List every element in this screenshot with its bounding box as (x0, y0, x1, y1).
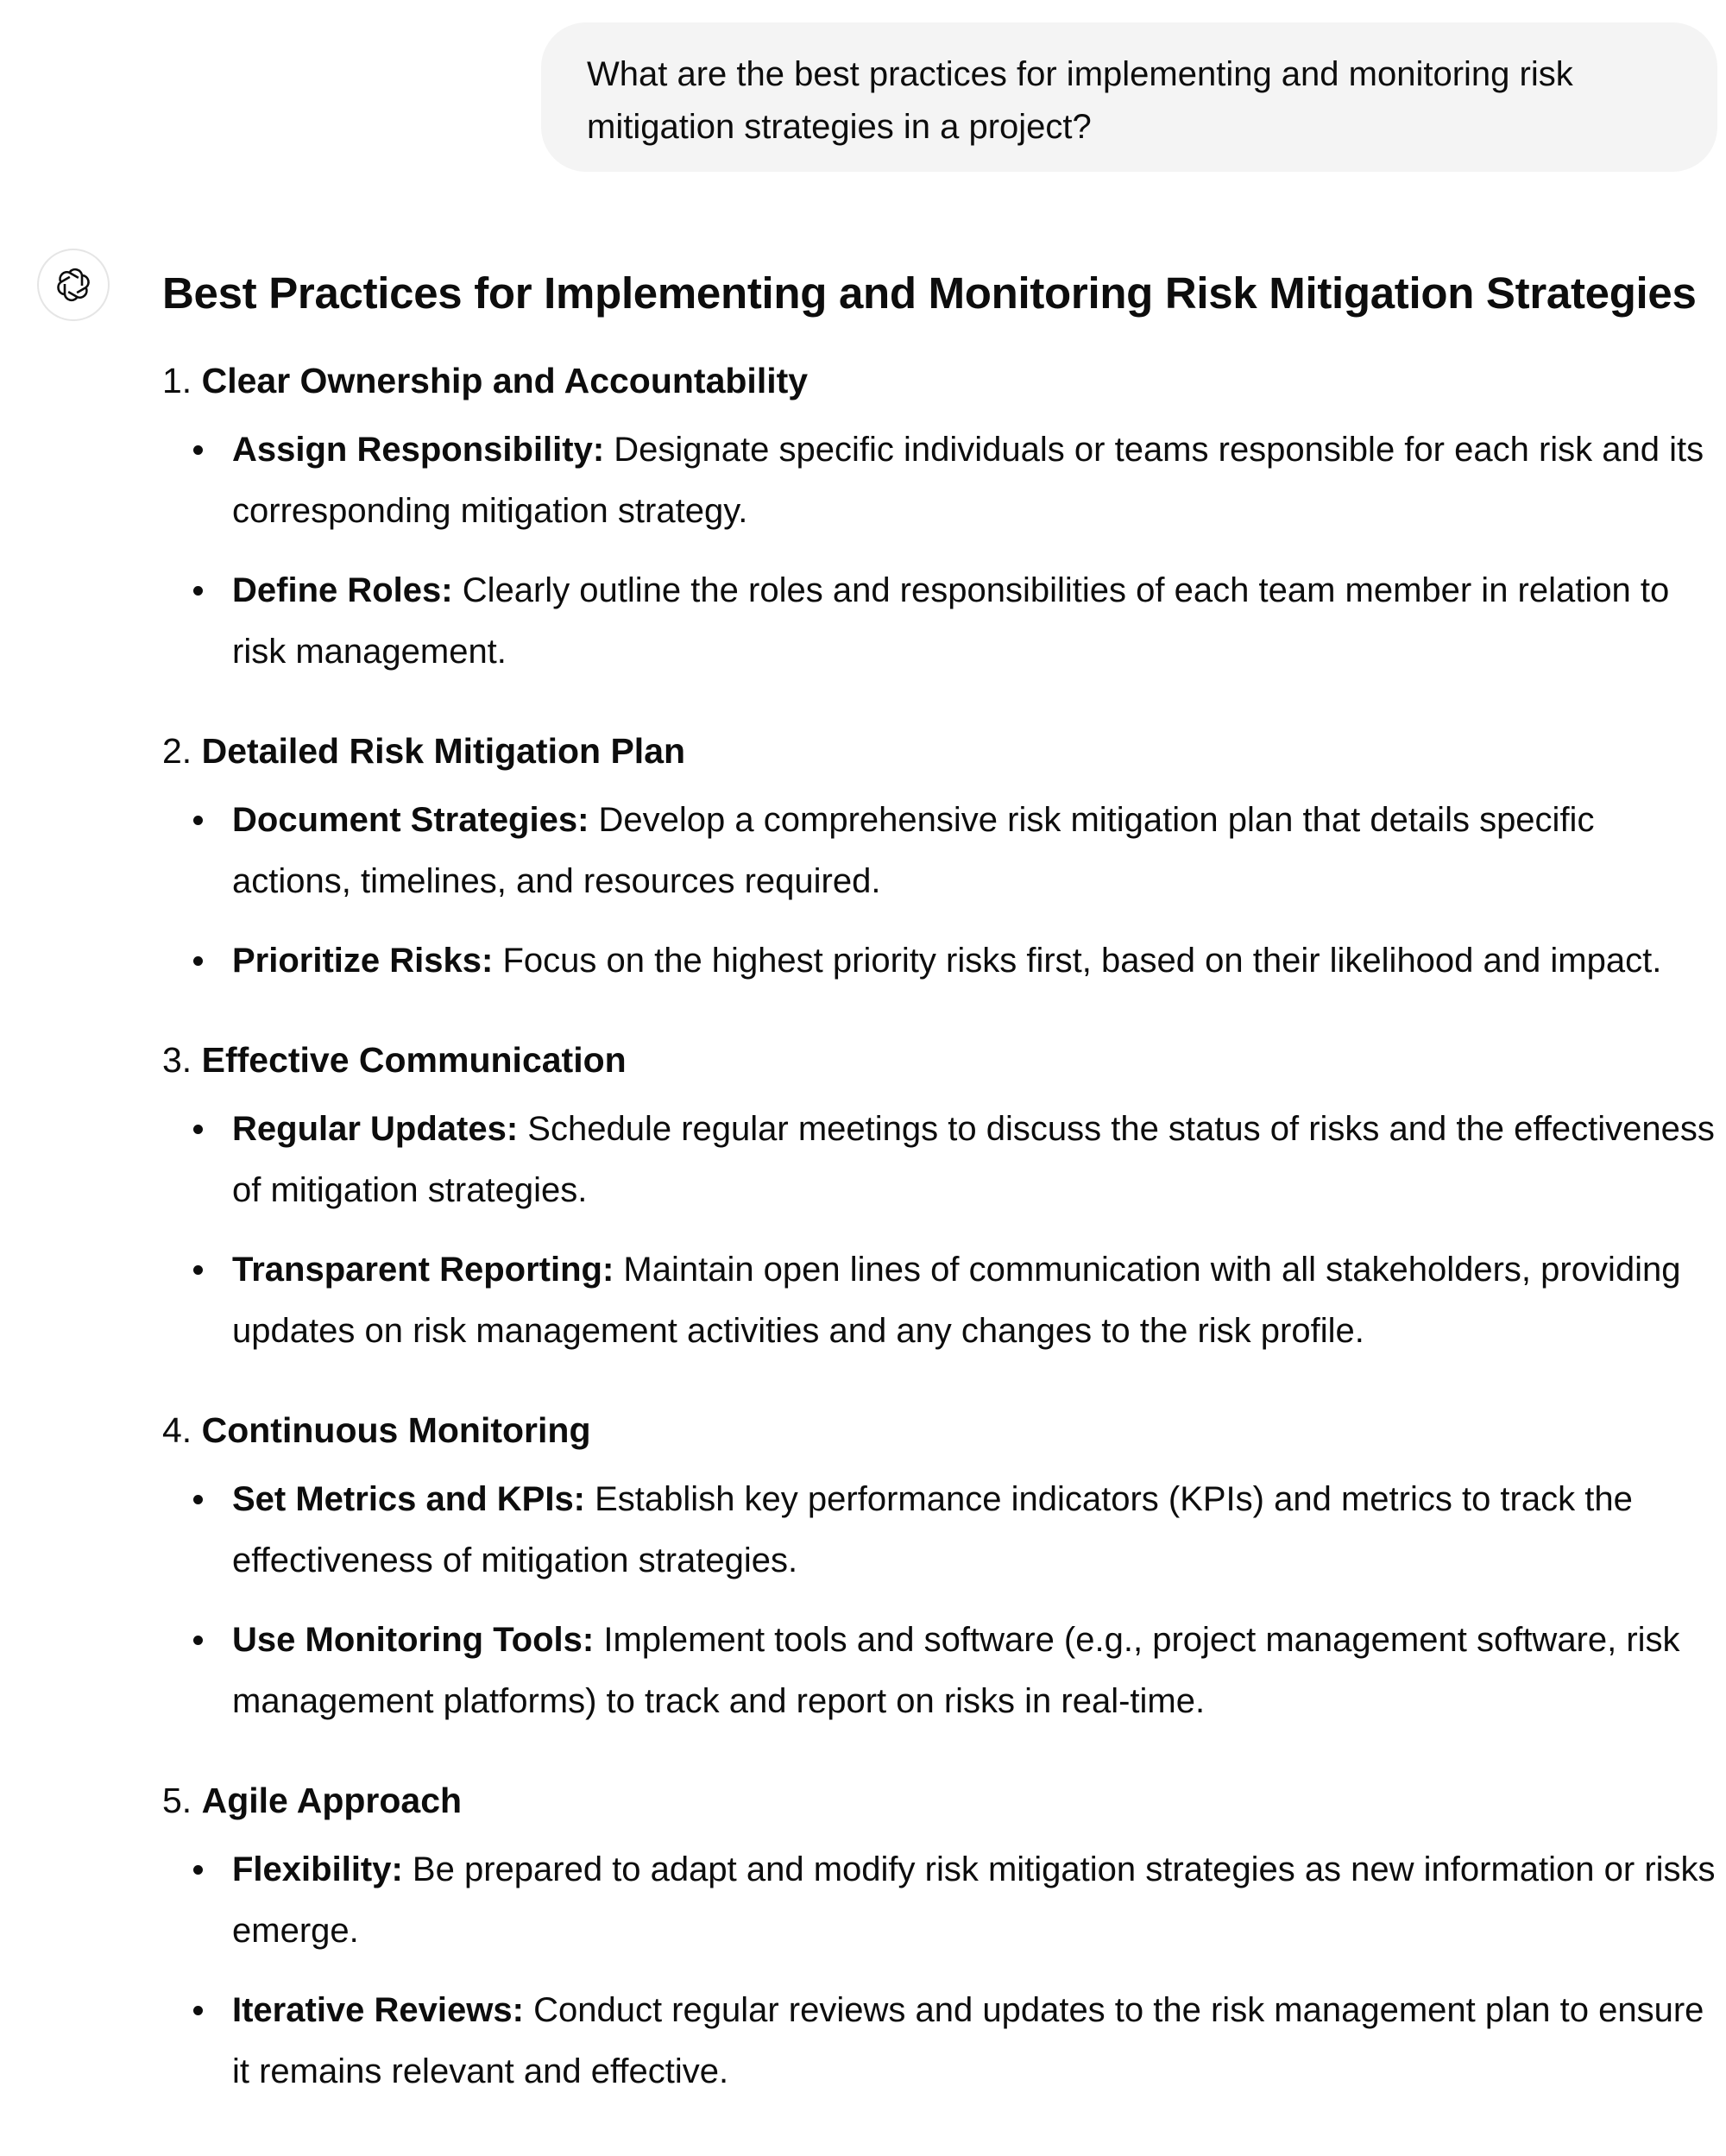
bullet-label: Flexibility: (232, 1850, 403, 1888)
bullet-text: Develop a comprehensive risk mitigation plan that details specific actions, timelines, and resources required. (232, 801, 1595, 900)
bullet-text: Focus on the highest priority risks first, based on their likelihood and impact. (493, 942, 1662, 980)
bullet-list (162, 1469, 1716, 1732)
bullet-label: Transparent Reporting: (232, 1251, 614, 1289)
bullet-text: Schedule regular meetings to discuss the status of risks and the effectiveness of mitigation strategies. (232, 1110, 1715, 1209)
bullet-label: Assign Responsibility: (232, 431, 605, 469)
user-message-bubble (541, 22, 1717, 172)
response-sections (162, 350, 1716, 2102)
list-item (232, 1610, 1716, 1732)
list-item (232, 1099, 1716, 1221)
bullet-text: Be prepared to adapt and modify risk mitigation strategies as new information or risks emerge. (232, 1850, 1716, 1950)
section-heading (162, 1030, 1716, 1090)
section-heading-text: Effective Communication (201, 1040, 627, 1080)
section-heading-text: Detailed Risk Mitigation Plan (201, 731, 686, 771)
openai-logo-icon (53, 264, 94, 306)
response-section (162, 1770, 1716, 2102)
response-section (162, 1400, 1716, 1732)
bullet-text: Designate specific individuals or teams responsible for each risk and its corresponding mitigation strategy. (232, 431, 1704, 530)
assistant-avatar (37, 249, 110, 321)
section-number: 1. (162, 361, 192, 400)
bullet-text: Establish key performance indicators (KPIs) and metrics to track the effectiveness of mitigation strategies. (232, 1480, 1633, 1579)
list-item (232, 1839, 1716, 1962)
section-heading-text: Clear Ownership and Accountability (201, 361, 809, 400)
bullet-list (162, 419, 1716, 683)
list-item (232, 930, 1716, 992)
bullet-label: Regular Updates: (232, 1110, 519, 1148)
bullet-label: Document Strategies: (232, 801, 589, 839)
bullet-list (162, 1099, 1716, 1362)
section-heading-text: Agile Approach (201, 1781, 463, 1820)
bullet-label: Set Metrics and KPIs: (232, 1480, 586, 1518)
section-heading (162, 1770, 1716, 1831)
assistant-response (162, 259, 1716, 2121)
response-section (162, 1030, 1716, 1362)
list-item (232, 560, 1716, 683)
section-number: 3. (162, 1040, 192, 1080)
section-heading (162, 1400, 1716, 1460)
bullet-text: Clearly outline the roles and responsibilities of each team member in relation to risk management. (232, 571, 1670, 671)
section-heading-text: Continuous Monitoring (201, 1410, 591, 1450)
section-number: 4. (162, 1410, 192, 1450)
bullet-label: Define Roles: (232, 571, 453, 609)
bullet-label: Prioritize Risks: (232, 942, 494, 980)
response-section (162, 721, 1716, 992)
user-message-text: What are the best practices for implementing and monitoring risk mitigation strategies in a project? (587, 55, 1573, 146)
response-title: Best Practices for Implementing and Monitoring Risk Mitigation Strategies (162, 268, 1697, 318)
bullet-text: Implement tools and software (e.g., project management software, risk management platforms) to track and report on risks in real-time. (232, 1621, 1680, 1720)
bullet-label: Use Monitoring Tools: (232, 1621, 595, 1659)
bullet-list (162, 1839, 1716, 2102)
bullet-label: Iterative Reviews: (232, 1991, 524, 2029)
bullet-text: Conduct regular reviews and updates to the risk management plan to ensure it remains relevant and effective. (232, 1991, 1704, 2090)
list-item (232, 1239, 1716, 1362)
section-heading (162, 350, 1716, 411)
list-item (232, 1469, 1716, 1592)
list-item (232, 790, 1716, 912)
list-item (232, 419, 1716, 542)
list-item (232, 1980, 1716, 2102)
section-number: 2. (162, 731, 192, 771)
bullet-text: Maintain open lines of communication with all stakeholders, providing updates on risk management activities and any changes to the risk profile. (232, 1251, 1681, 1350)
response-section (162, 350, 1716, 683)
section-number: 5. (162, 1781, 192, 1820)
bullet-list (162, 790, 1716, 992)
section-heading (162, 721, 1716, 781)
